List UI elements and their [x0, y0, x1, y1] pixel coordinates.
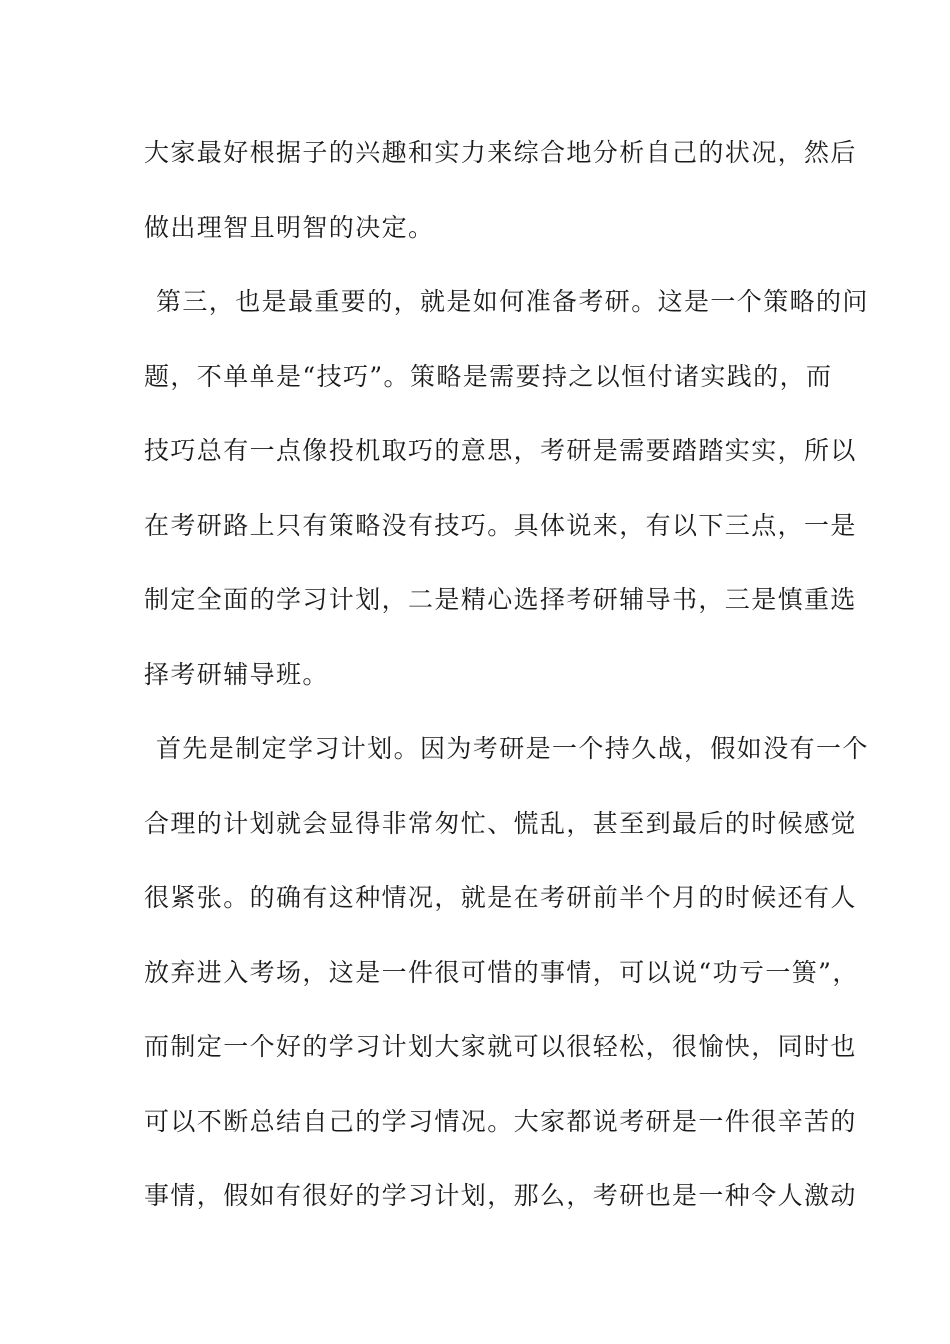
text-line: 事情，假如有很好的学习计划，那么，考研也是一种令人激动: [144, 1181, 857, 1210]
text-line: 择考研辅导班。: [144, 659, 329, 689]
text-line: 做出理智且明智的决定。: [144, 212, 435, 242]
body-text: [144, 131, 869, 1249]
text-line: 首先是制定学习计划。因为考研是一个持久战，假如没有一个: [156, 734, 869, 763]
text-line: 合理的计划就会显得非常匆忙、慌乱，甚至到最后的时候感觉: [144, 808, 857, 838]
text-line: 可以不断总结自己的学习情况。大家都说考研是一件很辛苦的: [144, 1106, 857, 1136]
text-line: 放弃进入考场，这是一件很可惜的事情，可以说“功亏一篑”，: [144, 957, 859, 987]
text-line: 在考研路上只有策略没有技巧。具体说来，有以下三点，一是: [144, 510, 857, 540]
text-line: 制定全面的学习计划，二是精心选择考研辅导书，三是慎重选: [144, 585, 857, 614]
text-line: 而制定一个好的学习计划大家就可以很轻松，很愉快，同时也: [144, 1032, 857, 1061]
text-line: 第三，也是最重要的，就是如何准备考研。这是一个策略的问: [156, 287, 869, 316]
text-line: 很紧张。的确有这种情况，就是在考研前半个月的时候还有人: [144, 883, 857, 912]
text-line: 题，不单单是“技巧”。策略是需要持之以恒付诸实践的，而: [144, 361, 833, 391]
text-line: 技巧总有一点像投机取巧的意思，考研是需要踏踏实实，所以: [144, 436, 857, 465]
text-line: 大家最好根据子的兴趣和实力来综合地分析自己的状况，然后: [144, 138, 857, 167]
